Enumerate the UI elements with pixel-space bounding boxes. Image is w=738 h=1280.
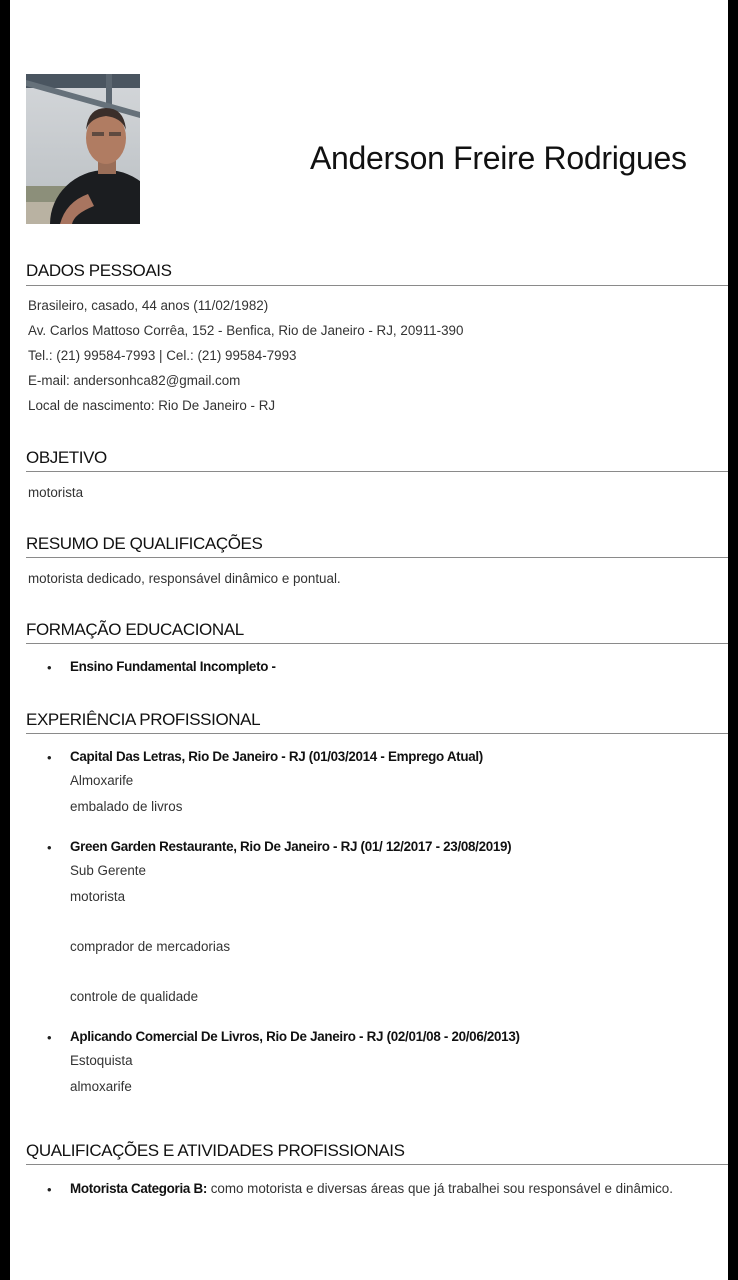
job-role: Sub Gerente (70, 863, 146, 878)
job-detail: controle de qualidade (70, 989, 199, 1004)
section-heading-experience: EXPERIÊNCIA PROFISSIONAL (26, 710, 261, 729)
resume-page (10, 0, 728, 1280)
job-title: Green Garden Restaurante, Rio De Janeiro - RJ (01/ 12/2017 - 23/08/2019) (70, 839, 512, 854)
education-item: Ensino Fundamental Incompleto - (70, 659, 276, 674)
job-detail: almoxarife (70, 1079, 132, 1094)
bullet: • (47, 750, 52, 765)
section-divider (26, 471, 728, 472)
activity-label: Motorista Categoria B: (70, 1181, 207, 1196)
candidate-name: Anderson Freire Rodrigues (310, 140, 687, 176)
objective-text: motorista (28, 485, 84, 500)
section-divider (26, 1164, 728, 1165)
job-title: Aplicando Comercial De Livros, Rio De Janeiro - RJ (02/01/08 - 20/06/2013) (70, 1029, 520, 1044)
job-detail: motorista (70, 889, 126, 904)
personal-line: Local de nascimento: Rio De Janeiro - RJ (28, 398, 276, 413)
job-title: Capital Das Letras, Rio De Janeiro - RJ (01/03/2014 - Emprego Atual) (70, 749, 483, 764)
section-heading-education: FORMAÇÃO EDUCACIONAL (26, 620, 244, 639)
job-role: Estoquista (70, 1053, 133, 1068)
section-divider (26, 643, 728, 644)
bullet: • (47, 840, 52, 855)
personal-line: Tel.: (21) 99584-7993 | Cel.: (21) 99584-7993 (28, 348, 297, 363)
section-heading-summary: RESUMO DE QUALIFICAÇÕES (26, 534, 263, 553)
personal-line: E-mail: andersonhca82@gmail.com (28, 373, 241, 388)
profile-photo-image (26, 74, 140, 224)
job-detail: comprador de mercadorias (70, 939, 231, 954)
section-divider (26, 557, 728, 558)
section-heading-personal: DADOS PESSOAIS (26, 261, 172, 280)
bullet: • (47, 660, 52, 675)
section-divider (26, 285, 728, 286)
profile-photo (26, 74, 140, 224)
bullet: • (47, 1030, 52, 1045)
personal-line: Av. Carlos Mattoso Corrêa, 152 - Benfica, Rio de Janeiro - RJ, 20911-390 (28, 323, 464, 338)
personal-line: Brasileiro, casado, 44 anos (11/02/1982) (28, 298, 269, 313)
job-role: Almoxarife (70, 773, 134, 788)
job-detail: embalado de livros (70, 799, 183, 814)
activity-item (70, 1181, 673, 1196)
bullet: • (47, 1182, 52, 1197)
section-heading-activities: QUALIFICAÇÕES E ATIVIDADES PROFISSIONAIS (26, 1141, 405, 1160)
activity-text: como motorista e diversas áreas que já trabalhei sou responsável e dinâmico. (207, 1181, 673, 1196)
section-heading-objective: OBJETIVO (26, 448, 107, 467)
summary-text: motorista dedicado, responsável dinâmico e pontual. (28, 571, 341, 586)
section-divider (26, 733, 728, 734)
